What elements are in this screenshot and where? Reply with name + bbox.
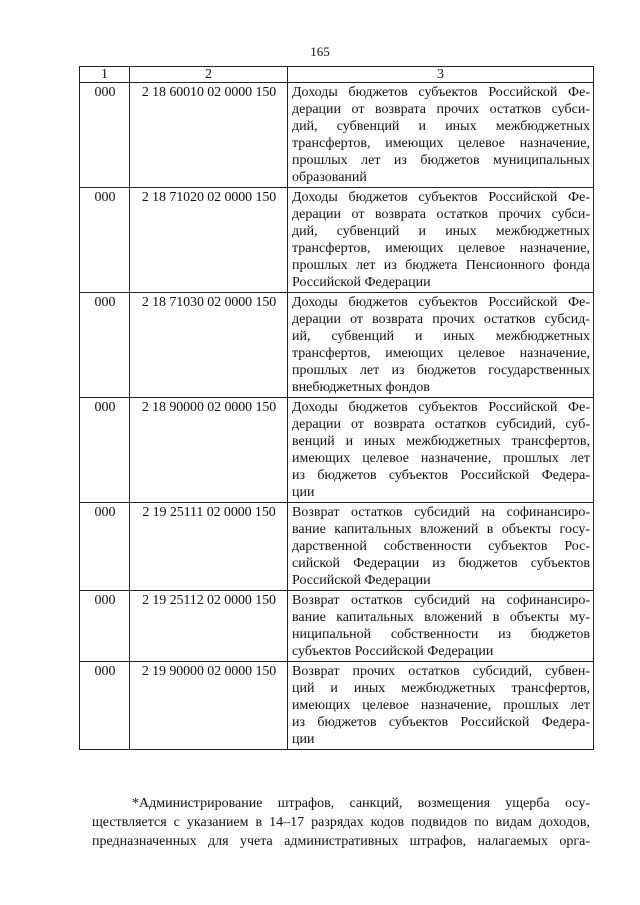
table-row (80, 83, 594, 188)
revenue-name-line: из бюджетов субъектов Российской Федера- (292, 715, 590, 730)
revenue-name-line: ций и иных межбюджетных трансфертов, (292, 681, 590, 696)
budget-code-table (79, 66, 594, 750)
budget-classification-code-cell: 2 19 90000 02 0000 150 (130, 662, 288, 750)
revenue-name-line: Возврат остатков субсидий на софинансиро- (292, 505, 590, 520)
revenue-name-line: вание капитальных вложений в объекты му- (292, 610, 590, 625)
revenue-name-cell (288, 591, 594, 662)
revenue-name-line: Доходы бюджетов субъектов Российской Фе- (292, 85, 590, 100)
revenue-name-line: вание капитальных вложений в объекты госу- (292, 522, 590, 537)
admin-code-cell: 000 (80, 293, 130, 398)
table-row (80, 503, 594, 591)
revenue-name-line: Доходы бюджетов субъектов Российской Фе- (292, 190, 590, 205)
budget-classification-code-cell: 2 19 25112 02 0000 150 (130, 591, 288, 662)
revenue-name-line: дерации от возврата остатков субсидий, суб- (292, 417, 590, 432)
admin-code-cell: 000 (80, 503, 130, 591)
revenue-name-line: из бюджетов субъектов Российской Федера- (292, 468, 590, 483)
revenue-name-line: Доходы бюджетов субъектов Российской Фе- (292, 400, 590, 415)
revenue-name-line: внебюджетных фондов (292, 380, 430, 395)
footnote-line: ществляется с указанием в 14–17 разрядах кодов подвидов по видам доходов, (92, 815, 590, 830)
revenue-name-line: имеющих целевое назначение, прошлых лет (292, 698, 590, 713)
revenue-name-cell (288, 398, 594, 503)
revenue-name-line: дий, субвенций и иных межбюджетных (292, 119, 590, 134)
revenue-name-line: ниципальной собственности из бюджетов (292, 627, 590, 642)
revenue-name-line: трансфертов, имеющих целевое назначение, (292, 136, 590, 151)
table-row (80, 591, 594, 662)
revenue-name-line: Российской Федерации (292, 573, 431, 588)
budget-classification-code-cell: 2 18 90000 02 0000 150 (130, 398, 288, 503)
revenue-name-line: прошлых лет из бюджетов государственных (292, 363, 590, 378)
table-row (80, 398, 594, 503)
budget-classification-code-cell: 2 18 71030 02 0000 150 (130, 293, 288, 398)
revenue-name-cell (288, 662, 594, 750)
admin-code-cell: 000 (80, 83, 130, 188)
revenue-name-line: Возврат прочих остатков субсидий, субвен- (292, 664, 590, 679)
revenue-name-line: прошлых лет из бюджета Пенсионного фонда (292, 258, 590, 273)
column-header-2: 2 (130, 67, 288, 83)
revenue-name-line: прошлых лет из бюджетов муниципальных (292, 153, 590, 168)
admin-code-cell: 000 (80, 591, 130, 662)
revenue-name-line: имеющих целевое назначение, прошлых лет (292, 451, 590, 466)
column-header-1: 1 (80, 67, 130, 83)
revenue-name-line: трансфертов, имеющих целевое назначение, (292, 241, 590, 256)
revenue-name-cell (288, 188, 594, 293)
column-header-3: 3 (288, 67, 594, 83)
budget-classification-code-cell: 2 18 71020 02 0000 150 (130, 188, 288, 293)
revenue-name-cell (288, 83, 594, 188)
revenue-name-cell (288, 503, 594, 591)
revenue-name-line: дерации от возврата прочих остатков субси- (292, 102, 590, 117)
revenue-name-line: венций и иных межбюджетных трансфертов, (292, 434, 590, 449)
revenue-name-cell (288, 293, 594, 398)
revenue-name-line: субъектов Российской Федерации (292, 644, 494, 659)
footnote (92, 794, 590, 851)
revenue-name-line: ции (292, 485, 315, 500)
revenue-name-line: дерации от возврата прочих остатков субсид- (292, 312, 590, 327)
revenue-name-line: дий, субвенций и иных межбюджетных (292, 224, 590, 239)
footnote-line: предназначенных для учета административных штрафов, налагаемых орга- (92, 834, 590, 849)
table-row (80, 188, 594, 293)
revenue-name-line: сийской Федерации из бюджетов субъектов (292, 556, 590, 571)
admin-code-cell: 000 (80, 398, 130, 503)
table-header-row (80, 67, 594, 83)
revenue-name-line: дарственной собственности субъектов Рос- (292, 539, 590, 554)
table-row (80, 293, 594, 398)
revenue-name-line: Доходы бюджетов субъектов Российской Фе- (292, 295, 590, 310)
revenue-name-line: образований (292, 170, 367, 185)
admin-code-cell: 000 (80, 188, 130, 293)
footnote-line: *Администрирование штрафов, санкций, возмещения ущерба осу- (132, 796, 590, 811)
revenue-name-line: ции (292, 732, 315, 747)
page-number: 165 (310, 44, 330, 59)
revenue-name-line: Возврат остатков субсидий на софинансиро- (292, 593, 590, 608)
revenue-name-line: дерации от возврата остатков прочих субси- (292, 207, 590, 222)
table-row (80, 662, 594, 750)
revenue-name-line: трансфертов, имеющих целевое назначение, (292, 346, 590, 361)
budget-classification-code-cell: 2 19 25111 02 0000 150 (130, 503, 288, 591)
budget-classification-code-cell: 2 18 60010 02 0000 150 (130, 83, 288, 188)
revenue-name-line: ий, субвенций и иных межбюджетных (292, 329, 590, 344)
revenue-name-line: Российской Федерации (292, 275, 431, 290)
admin-code-cell: 000 (80, 662, 130, 750)
